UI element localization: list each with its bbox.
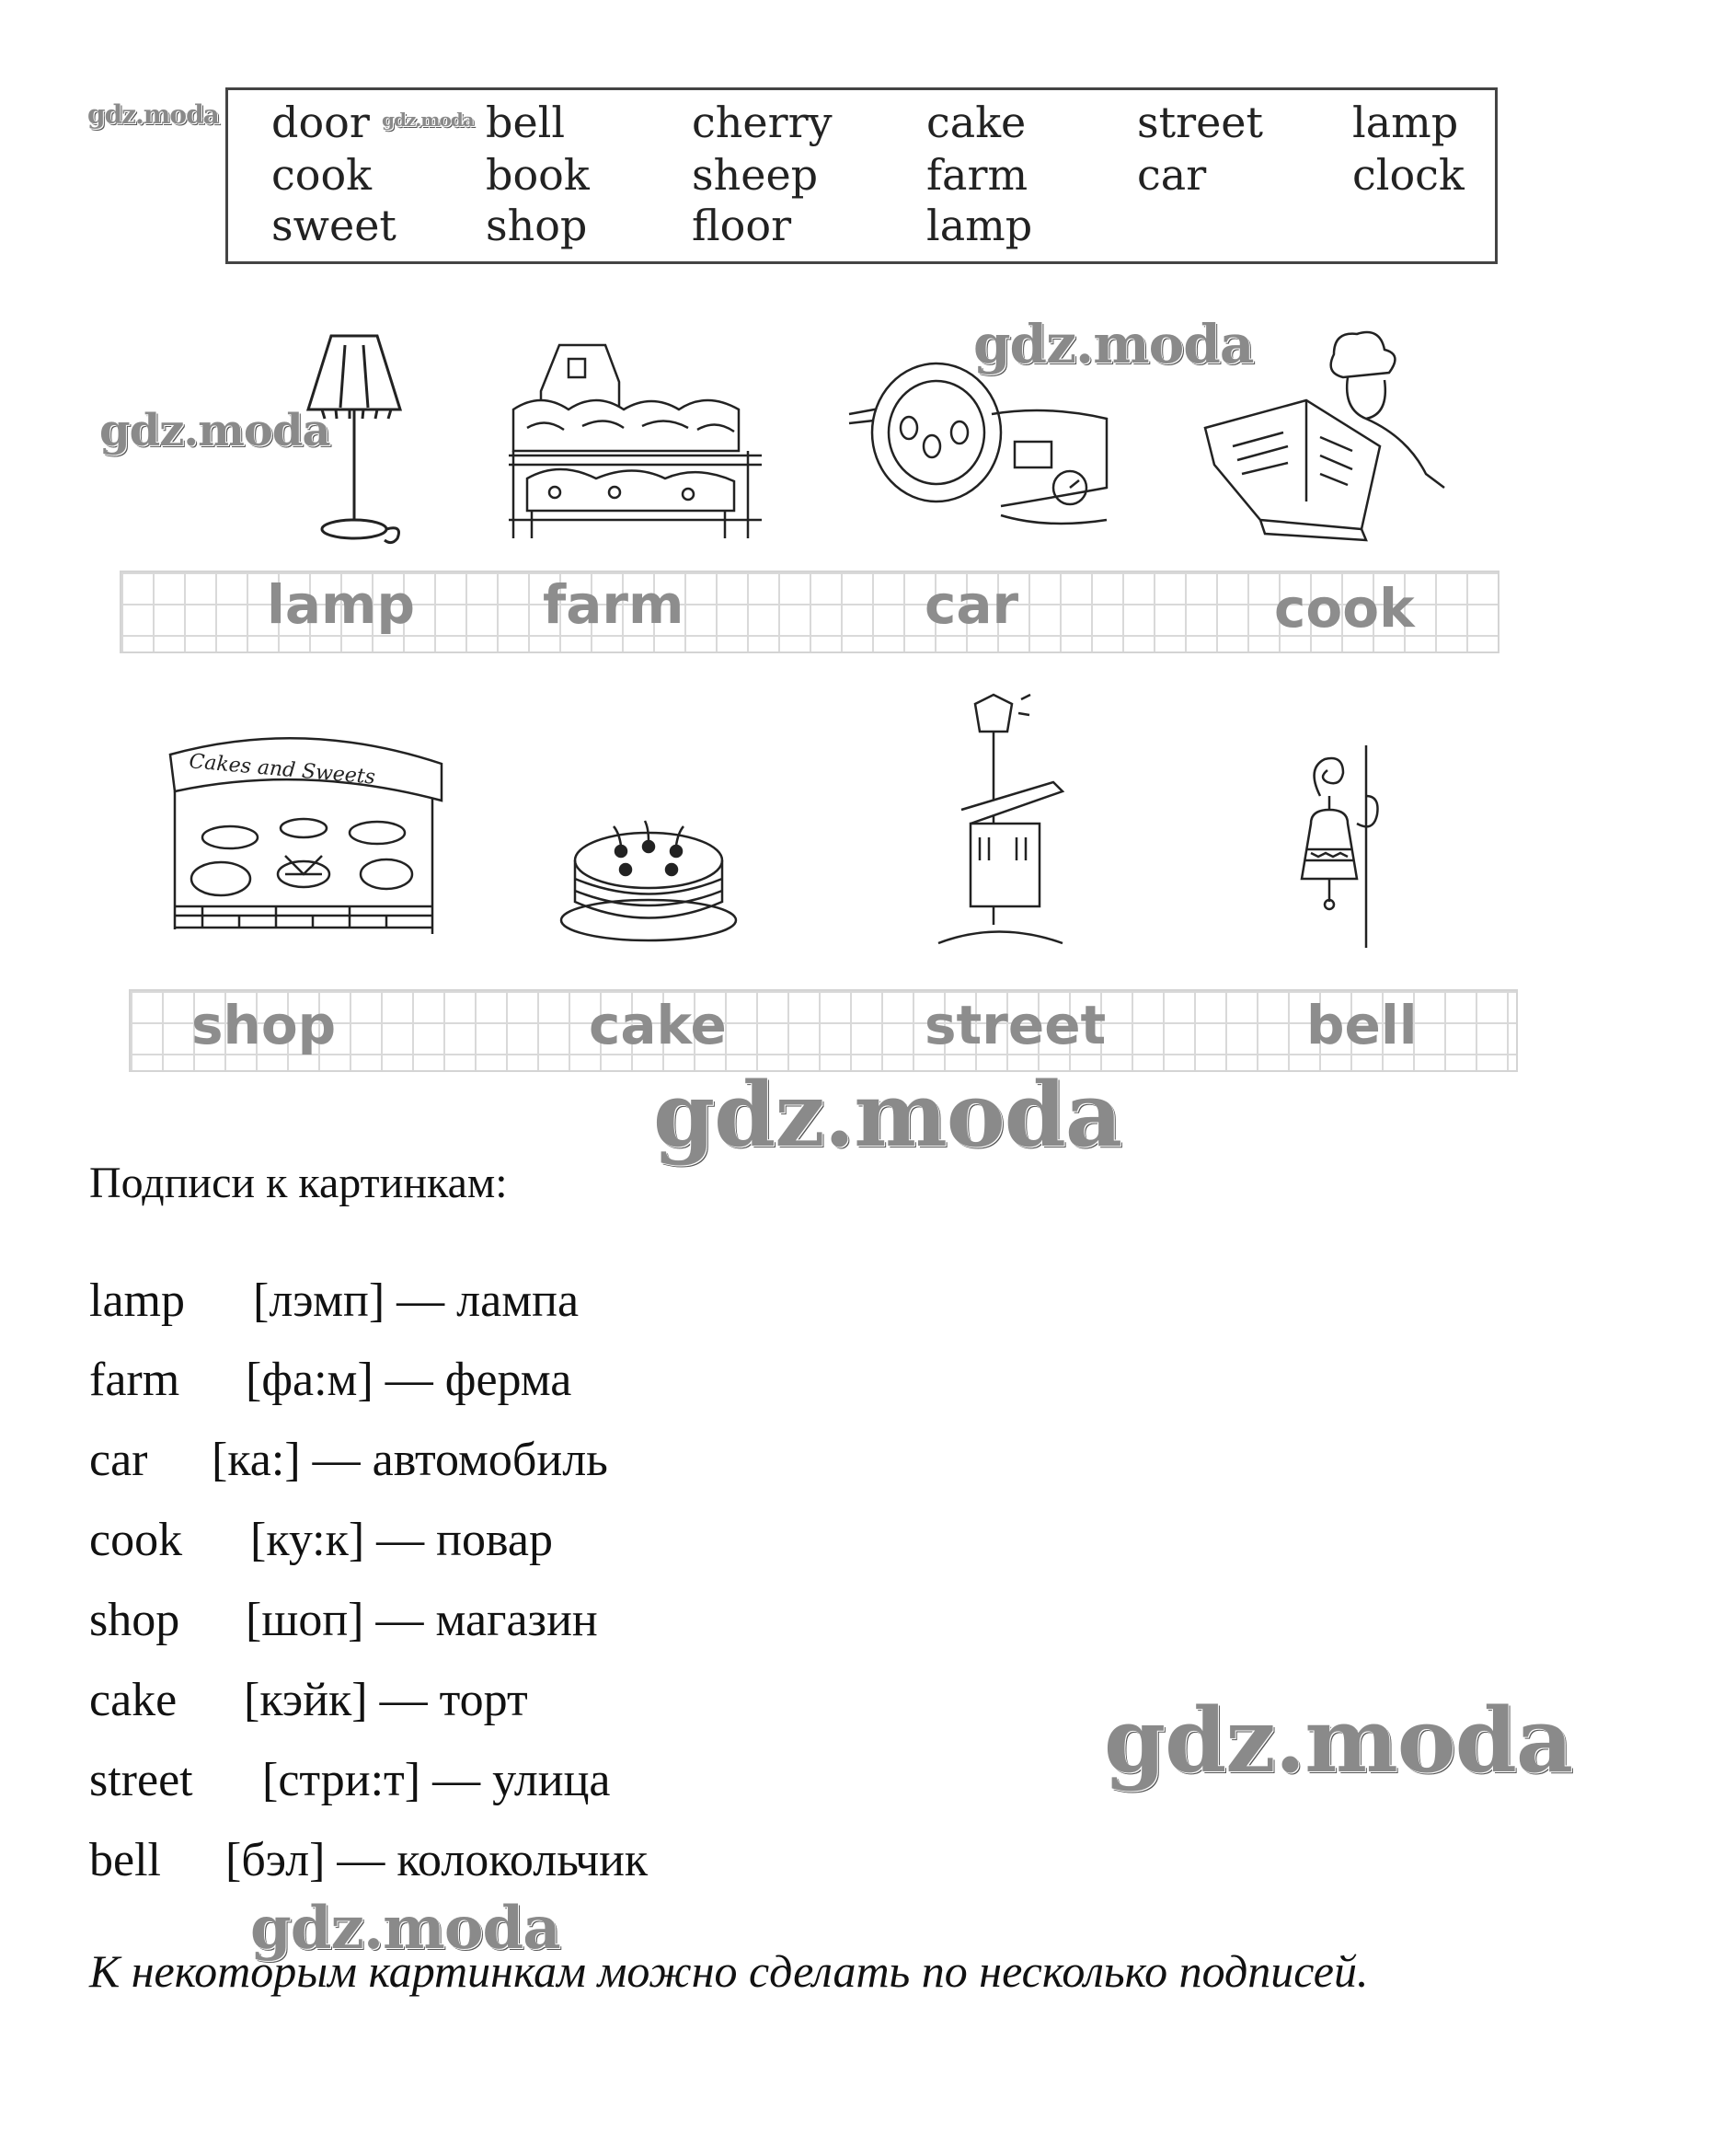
word-box-word: bell [486,98,566,147]
caption-row [89,1436,608,1484]
caption-translation: [кэйк] — торт [244,1674,528,1726]
caption-row [89,1674,528,1726]
answer-cook: cook [1274,577,1415,640]
word-box-word: door [271,98,370,147]
answer-bell: bell [1306,994,1418,1056]
caption-word: cake [89,1674,178,1726]
word-box-word: cherry [692,98,833,147]
caption-word: lamp [89,1274,185,1327]
caption-translation: [фа:м] — ферма [246,1354,572,1406]
caption-word: cook [89,1514,183,1566]
word-box-word: sweet [271,201,396,250]
caption-translation: [стри:т] — улица [262,1754,611,1806]
caption-translation: [ку:к] — повар [250,1514,553,1566]
caption-word: car [89,1434,148,1486]
answer-car: car [925,573,1019,636]
farm-illustration [504,327,766,548]
shop-sign-text: Cakes and Sweets [188,750,376,790]
caption-translation: [бэл] — колокольчик [225,1834,649,1886]
caption-word: street [89,1754,193,1806]
watermark: gdz.moda [250,1894,560,1963]
bell-illustration [1274,741,1394,952]
street-illustration [934,686,1067,952]
captions-note: К некоторым картинкам можно сделать по несколько подписей. [89,1945,1369,1997]
word-box-word: book [486,150,590,200]
watermark: gdz.moda [99,405,330,456]
word-box-word: lamp [926,201,1033,250]
captions-heading: Подписи к картинкам: [89,1159,508,1207]
word-box-word: clock [1352,150,1465,200]
word-box-word: cake [926,98,1027,147]
caption-word: bell [89,1834,161,1886]
word-box-word: shop [486,201,588,250]
answer-cake: cake [589,994,727,1056]
word-box-word: cook [271,150,373,200]
word-box-word: floor [692,201,792,250]
word-box-word: farm [926,150,1028,200]
word-box-word: street [1137,98,1264,147]
caption-translation: [ка:] — автомобиль [212,1434,608,1486]
cake-illustration [557,810,741,948]
caption-row [89,1356,571,1404]
word-box-word: sheep [692,150,819,200]
watermark: gdz.moda [382,109,474,131]
answer-lamp: lamp [267,573,415,636]
caption-row [89,1594,598,1646]
caption-translation: [шоп] — магазин [246,1594,598,1646]
answer-shop: shop [191,994,337,1056]
answer-farm: farm [543,573,684,636]
caption-word: shop [89,1594,180,1646]
shop-illustration [166,727,451,948]
watermark: gdz.moda [1104,1689,1573,1793]
caption-row [89,1834,649,1886]
caption-translation: [лэмп] — лампа [253,1274,580,1327]
watermark: gdz.moda [653,1063,1122,1167]
word-box-word: lamp [1352,98,1459,147]
caption-row [89,1516,553,1564]
caption-word: farm [89,1354,180,1406]
caption-row [89,1274,580,1327]
word-box-word: car [1137,150,1207,200]
answer-street: street [925,994,1107,1056]
watermark: gdz.moda [87,99,219,130]
caption-row [89,1754,611,1806]
watermark: gdz.moda [973,313,1254,375]
